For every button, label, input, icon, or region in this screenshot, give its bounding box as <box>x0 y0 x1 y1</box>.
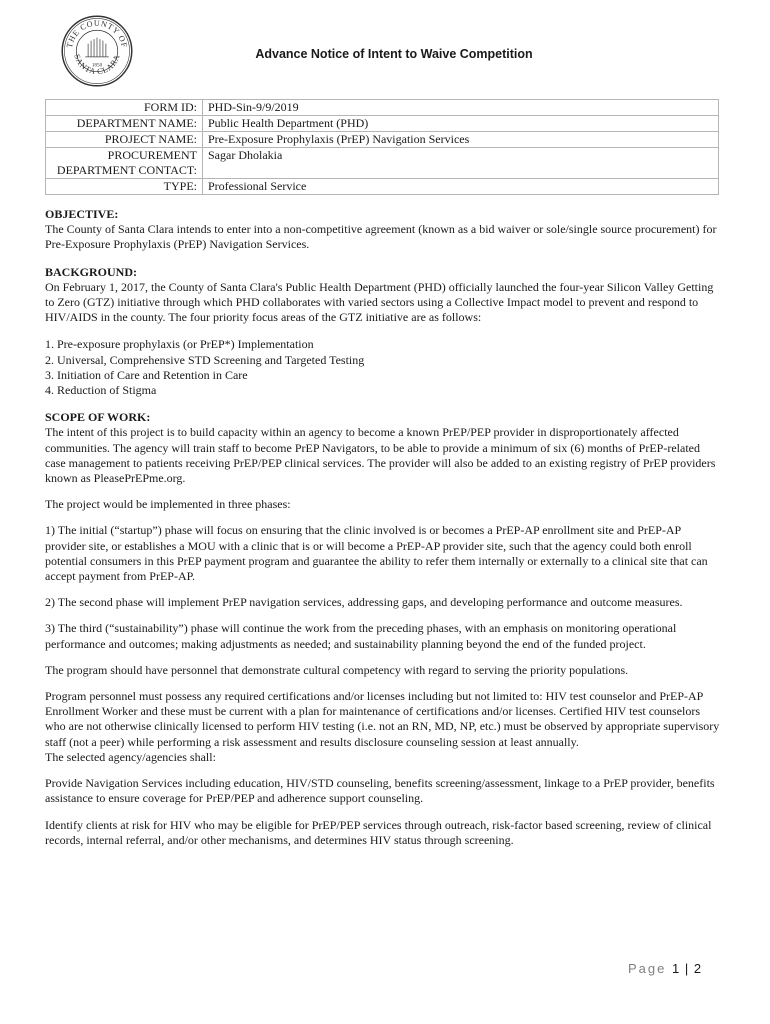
list-item: 2. Universal, Comprehensive STD Screening and Targeted Testing <box>45 352 365 367</box>
procurement-contact-label: PROCUREMENT DEPARTMENT CONTACT: <box>46 148 203 179</box>
type-value: Professional Service <box>203 179 719 195</box>
page-footer <box>628 961 701 976</box>
scope-paragraph: The project would be implemented in three phases: <box>45 497 291 512</box>
page-separator: | <box>684 961 689 976</box>
scope-paragraph: Provide Navigation Services including education, HIV/STD counseling, benefits screening/assessment, linkage to a PrEP provider, benefits assistance to ensure coverage for PrEP/PEP and adherence support counseling. <box>45 776 715 806</box>
scope-paragraph: The program should have personnel that demonstrate cultural competency with regard to serving the priority populations. <box>45 662 629 677</box>
form-id-label: FORM ID: <box>46 100 203 116</box>
scope-paragraph: The intent of this project is to build capacity within an agency to become a known PrEP/PEP provider in disproportionately affected communities. The agency will train staff to become PrEP Navigators, to be able to provide a minimum of six (6) months of PrEP-related case management to patients receiving PrEP/PEP clinical services. The provider will also be added to an existing registry of PrEP providers known as PleasePrEPme.org. <box>45 425 716 486</box>
document-title: Advance Notice of Intent to Waive Competition <box>255 47 533 61</box>
priority-areas-list <box>45 337 721 398</box>
table-row <box>46 100 719 116</box>
scope-paragraph: Identify clients at risk for HIV who may be eligible for PrEP/PEP services through outreach, risk-factor based screening, review of clinical records, internal referral, and/or other mechanisms, and determines HIV status through screening. <box>45 817 712 847</box>
personnel-paragraph: Program personnel must possess any required certifications and/or licenses including but not limited to: HIV test counselor and PrEP-AP Enrollment Worker and these must be current with a plan for maintenance of certifications and/or licenses. Certified HIV test counselors who are not otherwise clinically licensed to perform HIV testing (i.e. not an RN, MD, NP, etc.) must be observed by appropriate supervisory staff (not a peer) while performing a risk assessment and results disclosure counseling session at least annually. <box>45 689 720 749</box>
total-pages: 2 <box>693 961 702 976</box>
project-name-label: PROJECT NAME: <box>46 132 203 148</box>
table-row <box>46 148 719 179</box>
objective-heading: OBJECTIVE: <box>45 207 119 221</box>
agency-intro: The selected agency/agencies shall: <box>45 749 216 764</box>
scope-paragraph: 3) The third (“sustainability”) phase will continue the work from the preceding phases, with an emphasis on monitoring operational performance and outcomes; making adjustments as needed; and sustainability planning beyond the end of the funded project. <box>45 621 677 651</box>
table-row <box>46 116 719 132</box>
document-body <box>45 207 721 859</box>
form-id-value: PHD-Sin-9/9/2019 <box>203 100 719 116</box>
background-text: On February 1, 2017, the County of Santa Clara's Public Health Department (PHD) officially launched the four-year Silicon Valley Getting to Zero (GTZ) initiative through which PHD collaborates with varied sectors using a Collective Impact model to prevent and respond to HIV/AIDS in the county. The four priority focus areas of the GTZ initiative are as follows: <box>45 279 714 325</box>
list-item: 4. Reduction of Stigma <box>45 383 157 398</box>
type-label: TYPE: <box>46 179 203 195</box>
table-row <box>46 132 719 148</box>
scope-paragraph: 1) The initial (“startup”) phase will focus on ensuring that the clinic involved is or becomes a PrEP-AP enrollment site and PrEP-AP provider site, or establishes a MOU with a clinic that is or will become a PrEP-AP provider site, such that the agency could both enroll potential consumers in this PrEP payment program and guarantee the ability to refer them internally or externally to a clinical site that can accept payment from PrEP-AP. <box>45 523 708 584</box>
department-name-value: Public Health Department (PHD) <box>203 116 719 132</box>
list-item: 3. Initiation of Care and Retention in Care <box>45 367 248 382</box>
page-number: 1 <box>672 961 680 976</box>
background-section <box>45 265 721 326</box>
svg-text:1850: 1850 <box>91 62 103 69</box>
scope-section <box>45 410 721 848</box>
scope-heading: SCOPE OF WORK: <box>45 410 151 425</box>
svg-text:THE COUNTY OF: THE COUNTY OF <box>64 18 129 49</box>
scope-paragraph: 2) The second phase will implement PrEP navigation services, addressing gaps, and developing performance and outcome measures. <box>45 595 683 610</box>
project-name-value: Pre-Exposure Prophylaxis (PrEP) Navigation Services <box>203 132 719 148</box>
svg-text:SANTA CLARA: SANTA CLARA <box>72 52 122 77</box>
page-word: Page <box>628 961 667 976</box>
procurement-contact-value: Sagar Dholakia <box>203 148 719 179</box>
form-info-table <box>45 99 719 195</box>
table-row <box>46 179 719 195</box>
department-name-label: DEPARTMENT NAME: <box>46 116 203 132</box>
objective-text: The County of Santa Clara intends to enter into a non-competitive agreement (known as a bid waiver or sole/single source procurement) for Pre-Exposure Prophylaxis (PrEP) Navigation Services. <box>45 222 717 252</box>
background-heading: BACKGROUND: <box>45 264 137 279</box>
list-item: 1. Pre-exposure prophylaxis (or PrEP*) Implementation <box>45 337 314 352</box>
objective-section <box>45 207 721 253</box>
